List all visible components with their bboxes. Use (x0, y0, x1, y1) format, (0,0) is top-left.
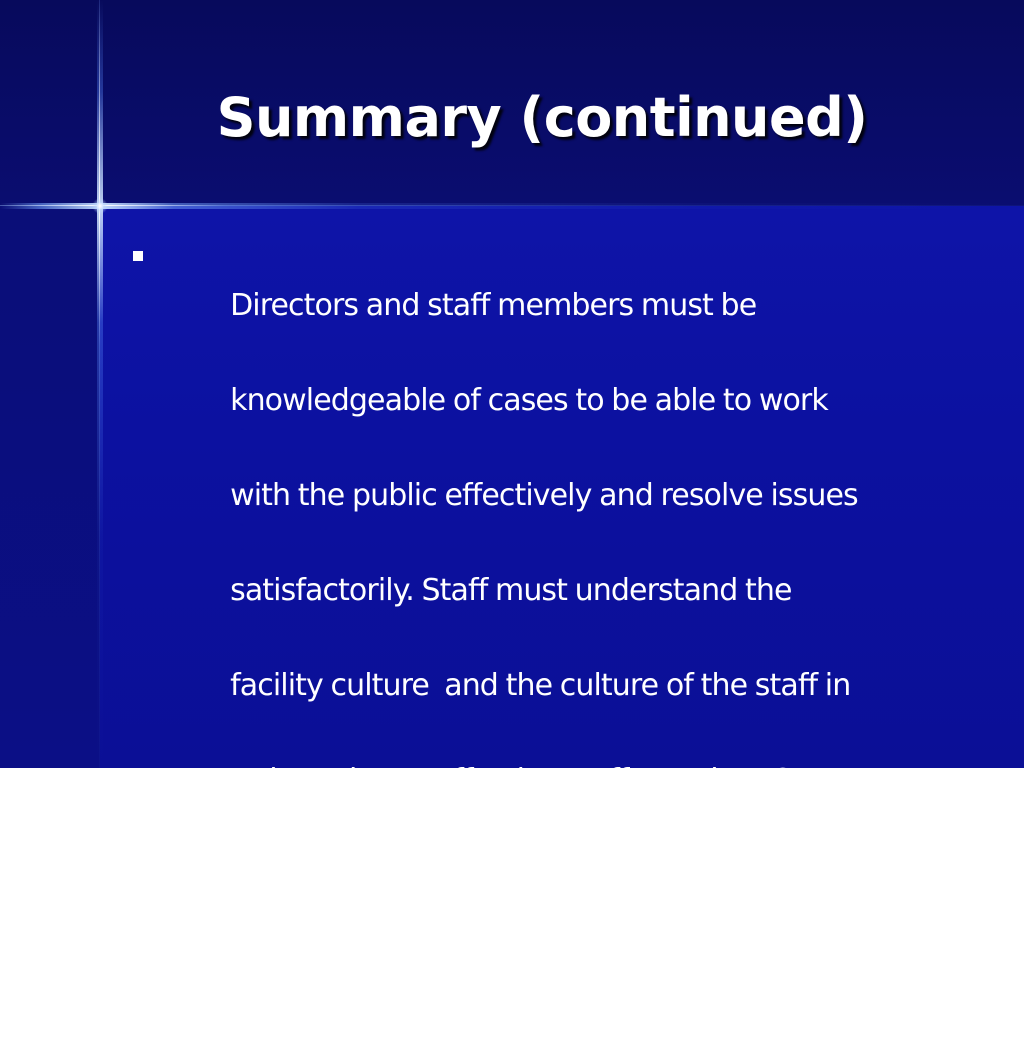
square-bullet-icon (133, 251, 143, 261)
bullet-line: administration to be an effective Hab tech. (230, 952, 840, 988)
bullet-line: knowledgeable of cases to be able to work (230, 382, 828, 418)
horizontal-line (0, 205, 1024, 206)
bullet-line: satisfactorily. Staff must understand the (230, 572, 792, 608)
bullet-line: facility culture and the culture of the staff in (230, 667, 851, 703)
slide-title: Summary (continued) (216, 86, 868, 149)
bullet-line: must have the same value system as the (230, 857, 810, 893)
bullet-line: Directors and staff members must be (230, 287, 757, 323)
bullet-item (131, 234, 971, 1042)
bullet-line: order to be an effective staff member. One (230, 762, 830, 798)
slide-content (131, 234, 971, 1042)
sparkle-crosshair-icon (92, 198, 108, 214)
left-band (0, 206, 100, 768)
horizontal-glow-line (0, 203, 1024, 209)
bullet-text (169, 234, 971, 1042)
bullet-line: with the public effectively and resolve issues (230, 477, 858, 513)
